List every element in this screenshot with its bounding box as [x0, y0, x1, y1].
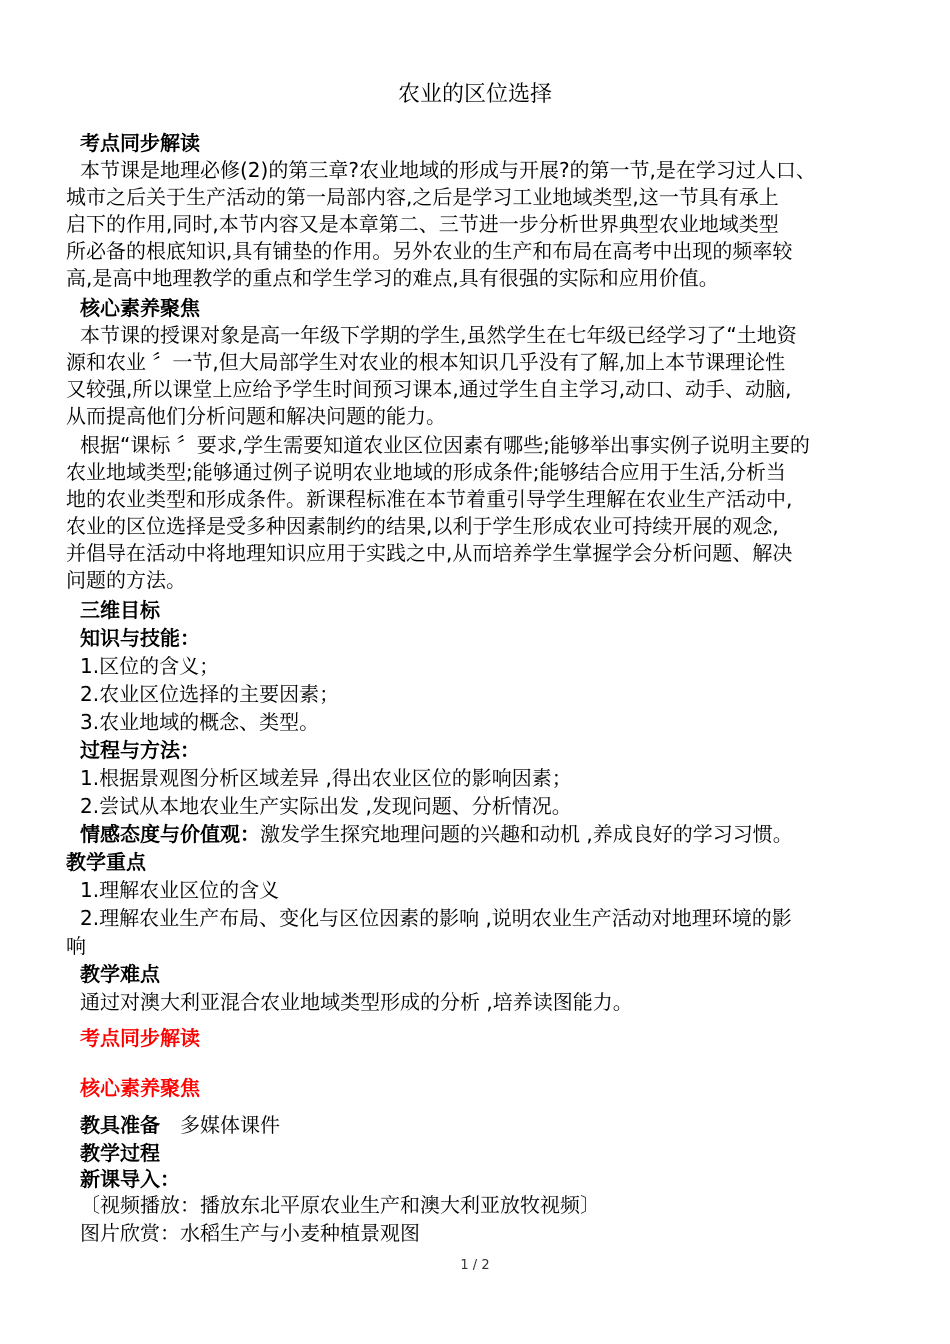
list-item: 1.根据景观图分析区域差异 ,得出农业区位的影响因素； [80, 766, 572, 790]
heading-teaching-difficulty: 教学难点 [80, 962, 160, 986]
list-item: 1.区位的含义； [80, 654, 220, 678]
paragraph-line: 源和农业 〞一节,但大局部学生对农业的根本知识几乎没有了解,加上本节课理论性 [66, 350, 786, 374]
difficulty-text: 通过对澳大利亚混合农业地域类型形成的分析 ,培养读图能力。 [80, 990, 633, 1014]
heading-three-dimensional-goals: 三维目标 [80, 598, 160, 622]
teaching-tools-line [80, 1112, 280, 1139]
paragraph-line: 本节课的授课对象是高一年级下学期的学生,虽然学生在七年级已经学习了“土地资 [80, 323, 797, 347]
list-item: 2.理解农业生产布局、变化与区位因素的影响 ,说明农业生产活动对地理环境的影 [80, 906, 792, 930]
red-heading-exam-reading: 考点同步解读 [80, 1026, 200, 1050]
paragraph-line: 农业地域类型;能够通过例子说明农业地域的形成条件;能够结合应用于生活,分析当 [66, 460, 786, 484]
paragraph-line: 根据“课标 〞要求,学生需要知道农业区位因素有哪些;能够举出事实例子说明主要的 [80, 433, 810, 457]
heading-new-lesson-intro: 新课导入： [80, 1167, 180, 1191]
attitude-label: 情感态度与价值观： [80, 822, 260, 846]
heading-teaching-procedure: 教学过程 [80, 1141, 160, 1165]
intro-line: 〔视频播放：播放东北平原农业生产和澳大利亚放牧视频〕 [80, 1193, 600, 1217]
paragraph-line: 又较强,所以课堂上应给予学生时间预习课本,通过学生自主学习,动口、动手、动脑, [66, 377, 792, 401]
list-item: 响 [66, 934, 86, 958]
list-item: 2.农业区位选择的主要因素； [80, 682, 340, 706]
heading-process-methods: 过程与方法： [80, 738, 200, 762]
paragraph-line: 城市之后关于生产活动的第一局部内容,之后是学习工业地域类型,这一节具有承上 [66, 185, 779, 209]
heading-exam-reading: 考点同步解读 [80, 131, 200, 155]
teaching-tools-text: 多媒体课件 [180, 1113, 280, 1137]
red-heading-core-literacy: 核心素养聚焦 [80, 1076, 200, 1100]
paragraph-line: 从而提高他们分析问题和解决问题的能力。 [66, 404, 446, 428]
paragraph-line: 高,是高中地理教学的重点和学生学习的难点,具有很强的实际和应用价值。 [66, 266, 719, 290]
paragraph-line: 并倡导在活动中将地理知识应用于实践之中,从而培养学生掌握学会分析问题、解决 [66, 541, 793, 565]
attitude-text: 激发学生探究地理问题的兴趣和动机 ,养成良好的学习习惯。 [260, 822, 793, 846]
paragraph-line: 启下的作用,同时,本节内容又是本章第二、三节进一步分析世界典型农业地域类型 [66, 212, 779, 236]
document-title: 农业的区位选择 [397, 82, 552, 107]
paragraph-line: 农业的区位选择是受多种因素制约的结果,以利于学生形成农业可持续开展的观念, [66, 514, 779, 538]
list-item: 1.理解农业区位的含义 [80, 878, 280, 902]
heading-teaching-focus: 教学重点 [66, 850, 146, 874]
paragraph-line: 地的农业类型和形成条件。新课程标准在本节着重引导学生理解在农业生产活动中, [66, 487, 793, 511]
attitude-values-line [80, 821, 793, 848]
paragraph-line: 本节课是地理必修(2)的第三章?农业地域的形成与开展?的第一节,是在学习过人口、 [80, 158, 816, 182]
list-item: 3.农业地域的概念、类型。 [80, 710, 320, 734]
heading-knowledge-skills: 知识与技能： [80, 626, 200, 650]
paragraph-line: 问题的方法。 [66, 568, 186, 592]
heading-core-literacy: 核心素养聚焦 [80, 296, 200, 320]
page-number: 1 / 2 [460, 1258, 490, 1273]
paragraph-line: 所必备的根底知识,具有铺垫的作用。另外农业的生产和布局在高考中出现的频率较 [66, 239, 793, 263]
teaching-tools-label: 教具准备 [80, 1113, 160, 1137]
list-item: 2.尝试从本地农业生产实际出发 ,发现问题、分析情况。 [80, 794, 572, 818]
intro-line: 图片欣赏：水稻生产与小麦种植景观图 [80, 1221, 420, 1245]
